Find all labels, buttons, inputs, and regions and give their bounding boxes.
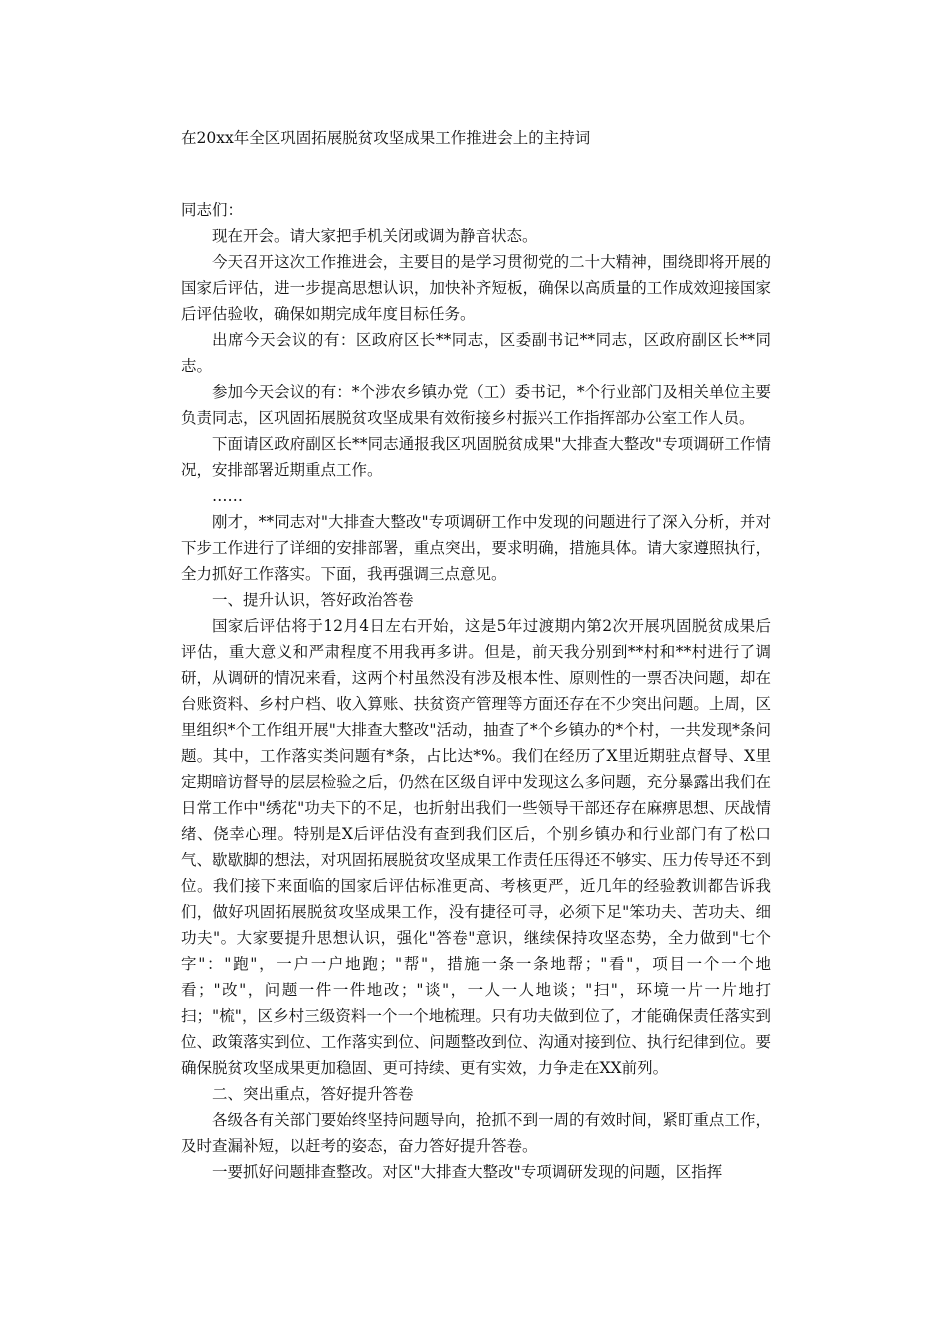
paragraph-purpose: 今天召开这次工作推进会，主要目的是学习贯彻党的二十大精神，围绕即将开展的国家后评估，进一步提高思想认识，加快补齐短板，确保以高质量的工作成效迎接国家后评估验收，确保如期完成年度目标任务。 <box>181 253 771 323</box>
paragraph-report-intro: 下面请区政府副区长**同志通报我区巩固脱贫成果"大排查大整改"专项调研工作情况，安排部署近期重点工作。 <box>181 435 771 479</box>
paragraph-opening: 现在开会。请大家把手机关闭或调为静音状态。 <box>212 227 538 245</box>
section-heading-1: 一、提升认识，答好政治答卷 <box>212 591 414 609</box>
paragraph-attendees-participants: 参加今天会议的有：*个涉农乡镇办党（工）委书记，*个行业部门及相关单位主要负责同志，区巩固拓展脱贫攻坚成果有效衔接乡村振兴工作指挥部办公室工作人员。 <box>181 383 771 427</box>
paragraph-summary: 刚才，**同志对"大排查大整改"专项调研工作中发现的问题进行了深入分析，并对下步工作进行了详细的安排部署，重点突出，要求明确，措施具体。请大家遵照执行，全力抓好工作落实。下面，我再强调三点意见。 <box>181 513 771 583</box>
paragraph-section-1: 国家后评估将于12月4日左右开始，这是5年过渡期内第2次开展巩固脱贫成果后评估，重大意义和严肃程度不用我再多讲。但是，前天我分别到**村和**村进行了调研，从调研的情况来看，这两个村虽然没有涉及根本性、原则性的一票否决问题，却在台账资料、乡村户档、收入算账、扶贫资产管理等方面还存在不少突出问题。上周，区里组织*个工作组开展"大排查大整改"活动，抽查了*个乡镇办的*个村，一共发现*条问题。其中，工作落实类问题有*条，占比达*%。我们在经历了X里近期驻点督导、X里定期暗访督导的层层检验之后，仍然在区级自评中发现这么多问题，充分暴露出我们在日常工作中"绣花"功夫下的不足，也折射出我们一些领导干部还存在麻痹思想、厌战情绪、侥幸心理。特别是X后评估没有查到我们区后，个别乡镇办和行业部门有了松口气、歇歇脚的想法，对巩固拓展脱贫攻坚成果工作责任压得还不够实、压力传导还不到位。我们接下来面临的国家后评估标准更高、考核更严，近几年的经验教训都告诉我们，做好巩固拓展脱贫攻坚成果工作，没有捷径可寻，必须下足"笨功夫、苦功夫、细功夫"。大家要提升思想认识，强化"答卷"意识，继续保持攻坚态势，全力做到"七个字"："跑"，一户一户地跑；"帮"，措施一条一条地帮；"看"，项目一个一个地看；"改"，问题一件一件地改；"谈"，一人一人地谈；"扫"，环境一片一片地打扫；"梳"，区乡村三级资料一个一个地梳理。只有功夫做到位了，才能确保责任落实到位、政策落实到位、工作落实到位、问题整改到位、沟通对接到位、执行纪律到位。要确保脱贫攻坚成果更加稳固、更可持续、更有实效，力争走在XX前列。 <box>181 617 771 1077</box>
paragraph-attendees-leaders: 出席今天会议的有：区政府区长**同志，区委副书记**同志，区政府副区长**同志。 <box>181 331 771 375</box>
paragraph-section-2-intro: 各级各有关部门要始终坚持问题导向，抢抓不到一周的有效时间，紧盯重点工作，及时查漏补短，以赶考的姿态，奋力答好提升答卷。 <box>181 1111 771 1155</box>
paragraph-section-2-item-1: 一要抓好问题排查整改。对区"大排查大整改"专项调研发现的问题，区指挥 <box>212 1163 723 1181</box>
salutation: 同志们： <box>181 201 244 219</box>
paragraph-ellipsis: …… <box>212 487 243 505</box>
section-heading-2: 二、突出重点，答好提升答卷 <box>212 1085 414 1103</box>
document-body <box>181 197 771 1185</box>
document-title: 在20xx年全区巩固拓展脱贫攻坚成果工作推进会上的主持词 <box>181 129 591 147</box>
